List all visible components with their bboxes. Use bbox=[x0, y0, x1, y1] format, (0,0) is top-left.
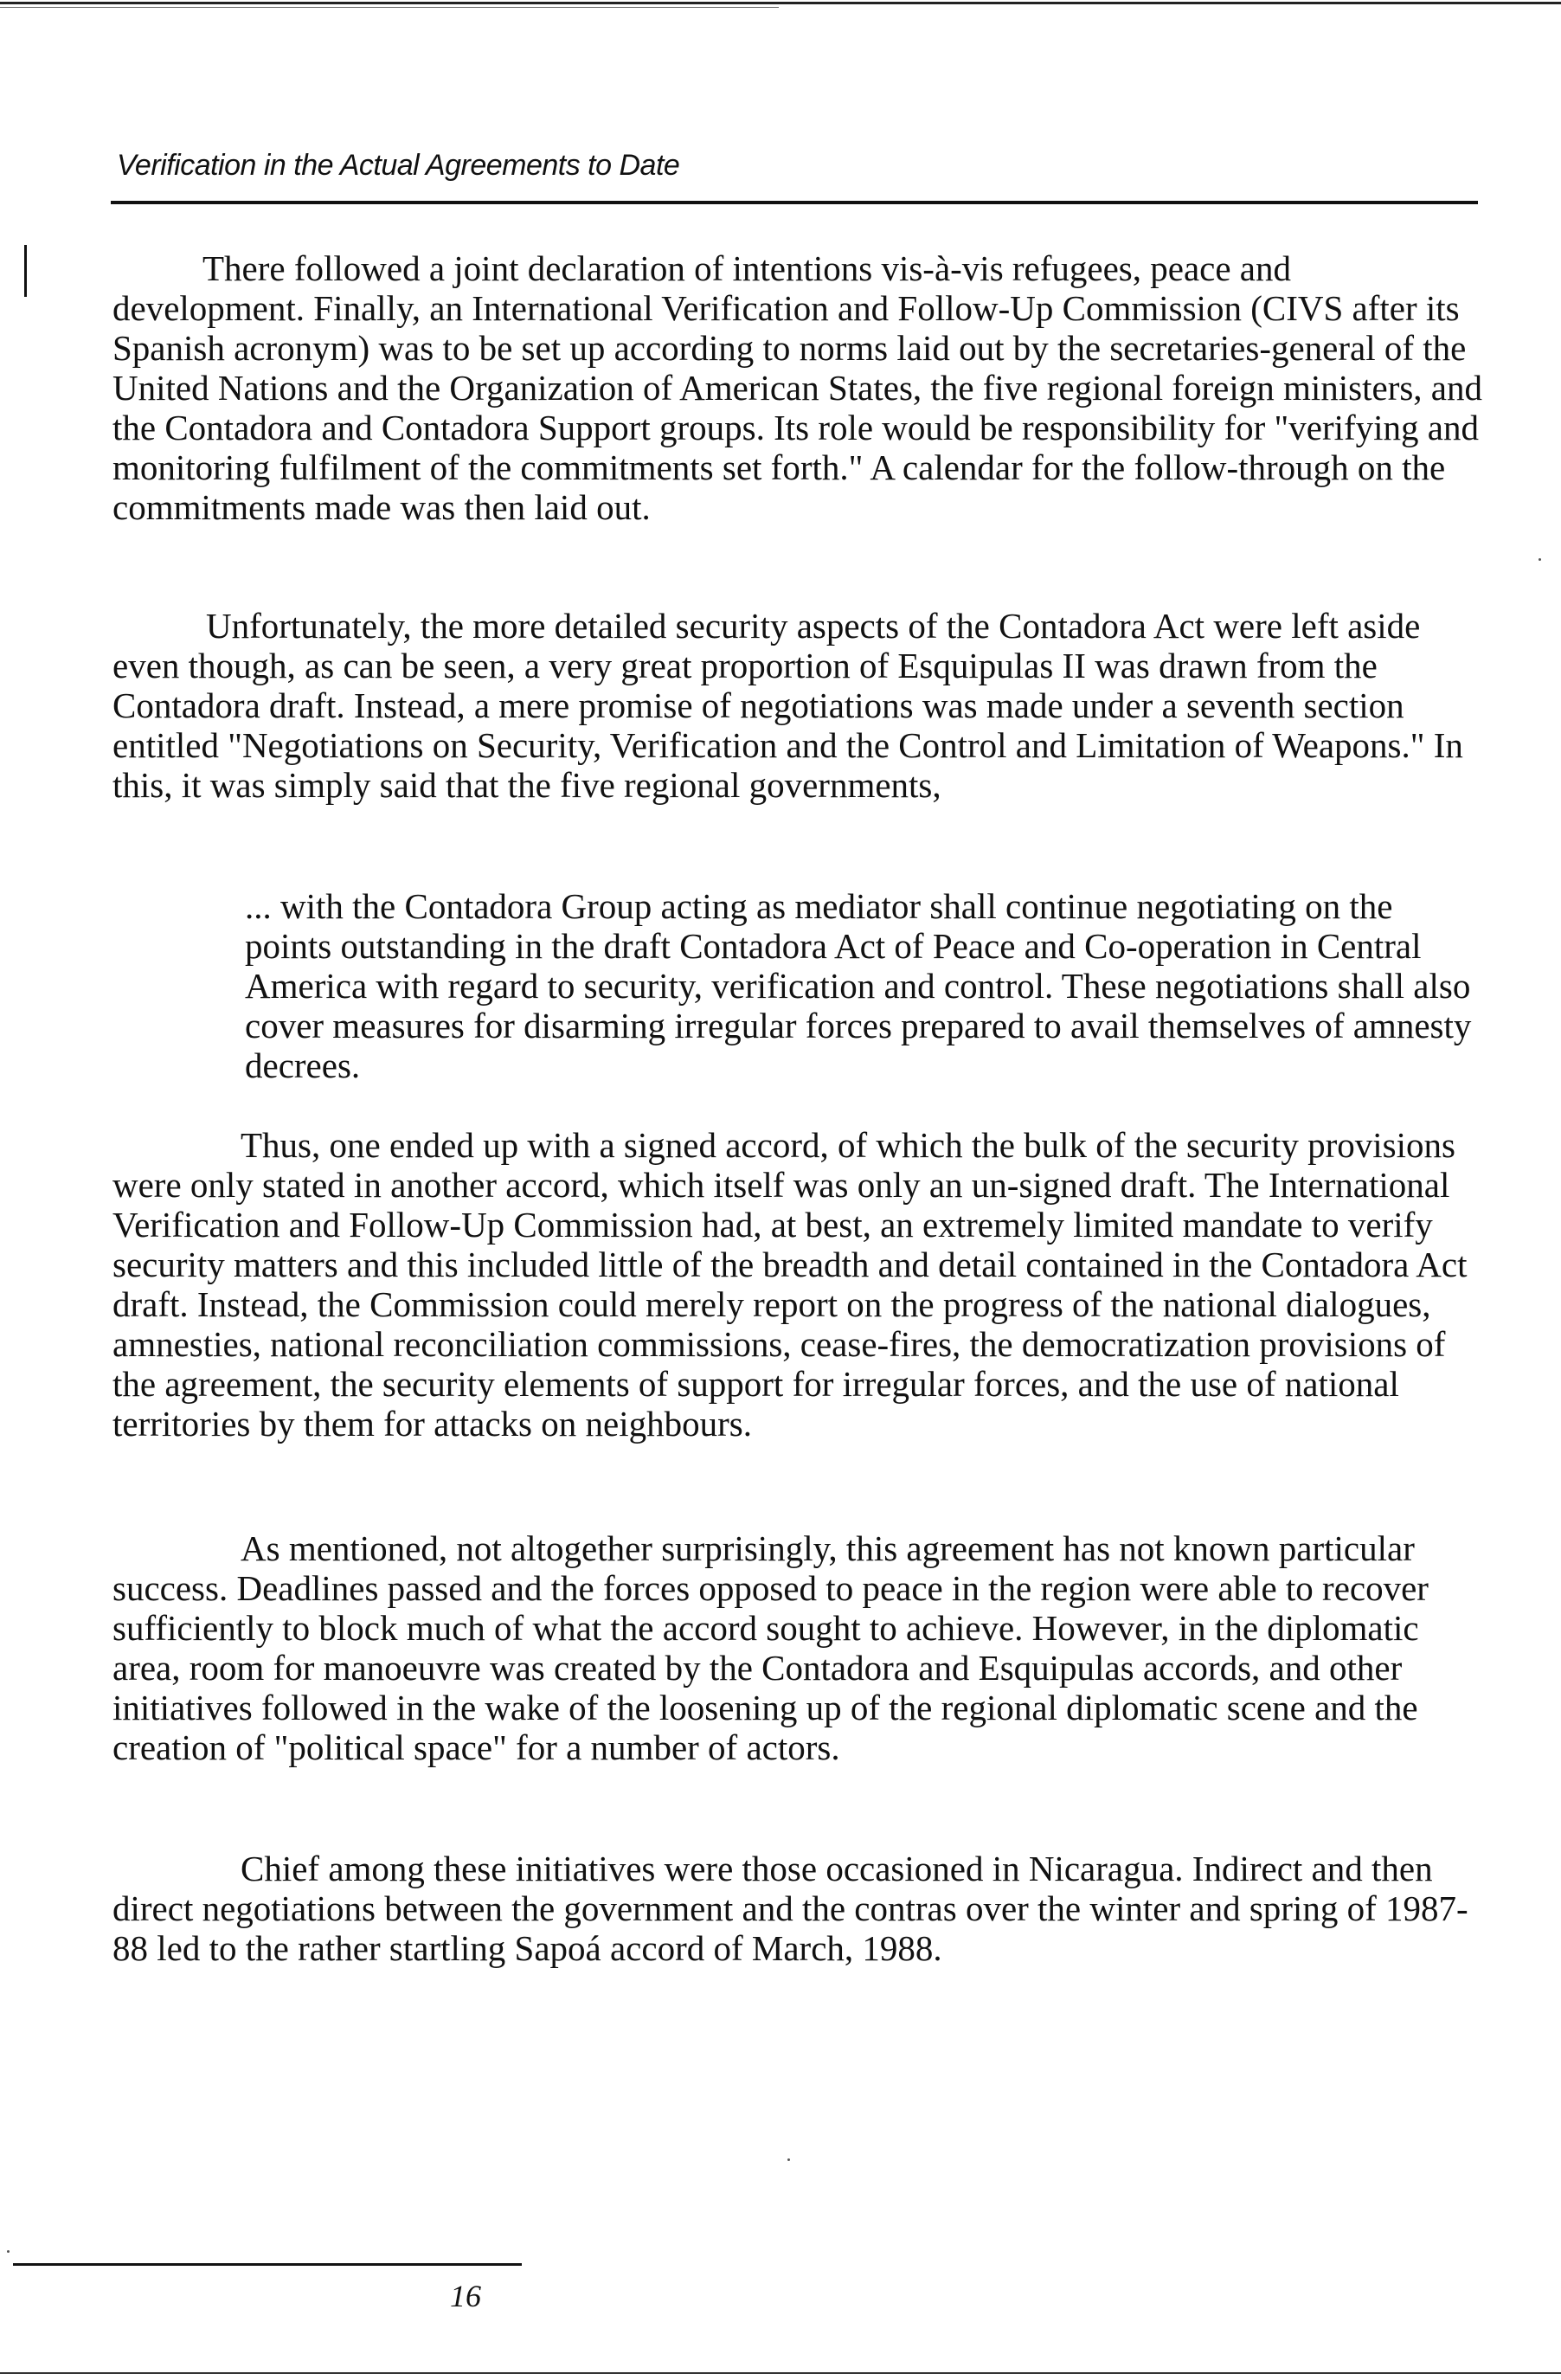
page-number: 16 bbox=[450, 2279, 481, 2313]
scan-speck bbox=[7, 2250, 10, 2253]
block-quote: ... with the Contadora Group acting as mediator shall continue negotiating on the points outstanding in the draft Contadora Act of Peace and Co-operation in Central America with regard to security, verification and control. These negotiations shall also cover measures for disarming irregular forces prepared to avail themselves of amnesty decrees. bbox=[245, 886, 1472, 1085]
header-rule bbox=[111, 201, 1478, 204]
scan-edge-top bbox=[0, 2, 1561, 4]
paragraph-3: Thus, one ended up with a signed accord, of which the bulk of the security provisions were only stated in another accord, which itself was only an un-signed draft. The International Verification and Follow-Up Commission had, at best, an extremely limited mandate to verify security matters and this included little of the breadth and detail contained in the Contadora Act draft. Instead, the Commission could merely report on the progress of the national dialogues, amnesties, national reconciliation commissions, cease-fires, the democratization provisions of the agreement, the security elements of support for irregular forces, and the use of national territories by them for attacks on neighbours. bbox=[112, 1125, 1468, 1444]
scan-edge-bottom bbox=[0, 2372, 1561, 2374]
footer-rule bbox=[13, 2263, 522, 2266]
paragraph-1: There followed a joint declaration of intentions vis-à-vis refugees, peace and development. Finally, an International Verification and Follow-Up Commission (CIVS after its Spanish acronym) was to be set up according to norms laid out by the secretaries-general of the United Nations and the Organization of American States, the five regional foreign ministers, and the Contadora and Contadora Support groups. Its role would be responsibility for "verifying and monitoring fulfilment of the commitments set forth." A calendar for the follow-through on the commitments made was then laid out. bbox=[112, 248, 1483, 527]
paragraph-5: Chief among these initiatives were those occasioned in Nicaragua. Indirect and then direct negotiations between the government and the contras over the winter and spring of 1987-88 led to the rather startling Sapoá accord of March, 1988. bbox=[112, 1849, 1468, 1968]
scan-speck bbox=[787, 2158, 790, 2161]
scan-edge-top-faint bbox=[0, 7, 779, 8]
scan-margin-mark bbox=[24, 245, 27, 297]
running-title: Verification in the Actual Agreements to Date bbox=[117, 149, 680, 182]
paragraph-2: Unfortunately, the more detailed security aspects of the Contadora Act were left aside even though, as can be seen, a very great proportion of Esquipulas II was drawn from the Contadora draft. Instead, a mere promise of negotiations was made under a seventh section entitled "Negotiations on Security, Verification and the Control and Limitation of Weapons." In this, it was simply said that the five regional governments, bbox=[112, 606, 1463, 805]
paragraph-4: As mentioned, not altogether surprisingly, this agreement has not known particular success. Deadlines passed and the forces opposed to peace in the region were able to recover sufficiently to block much of what the accord sought to achieve. However, in the diplomatic area, room for manoeuvre was created by the Contadora and Esquipulas accords, and other initiatives followed in the wake of the loosening up of the regional diplomatic scene and the creation of "political space" for a number of actors. bbox=[112, 1528, 1429, 1767]
scan-speck bbox=[1539, 558, 1541, 561]
